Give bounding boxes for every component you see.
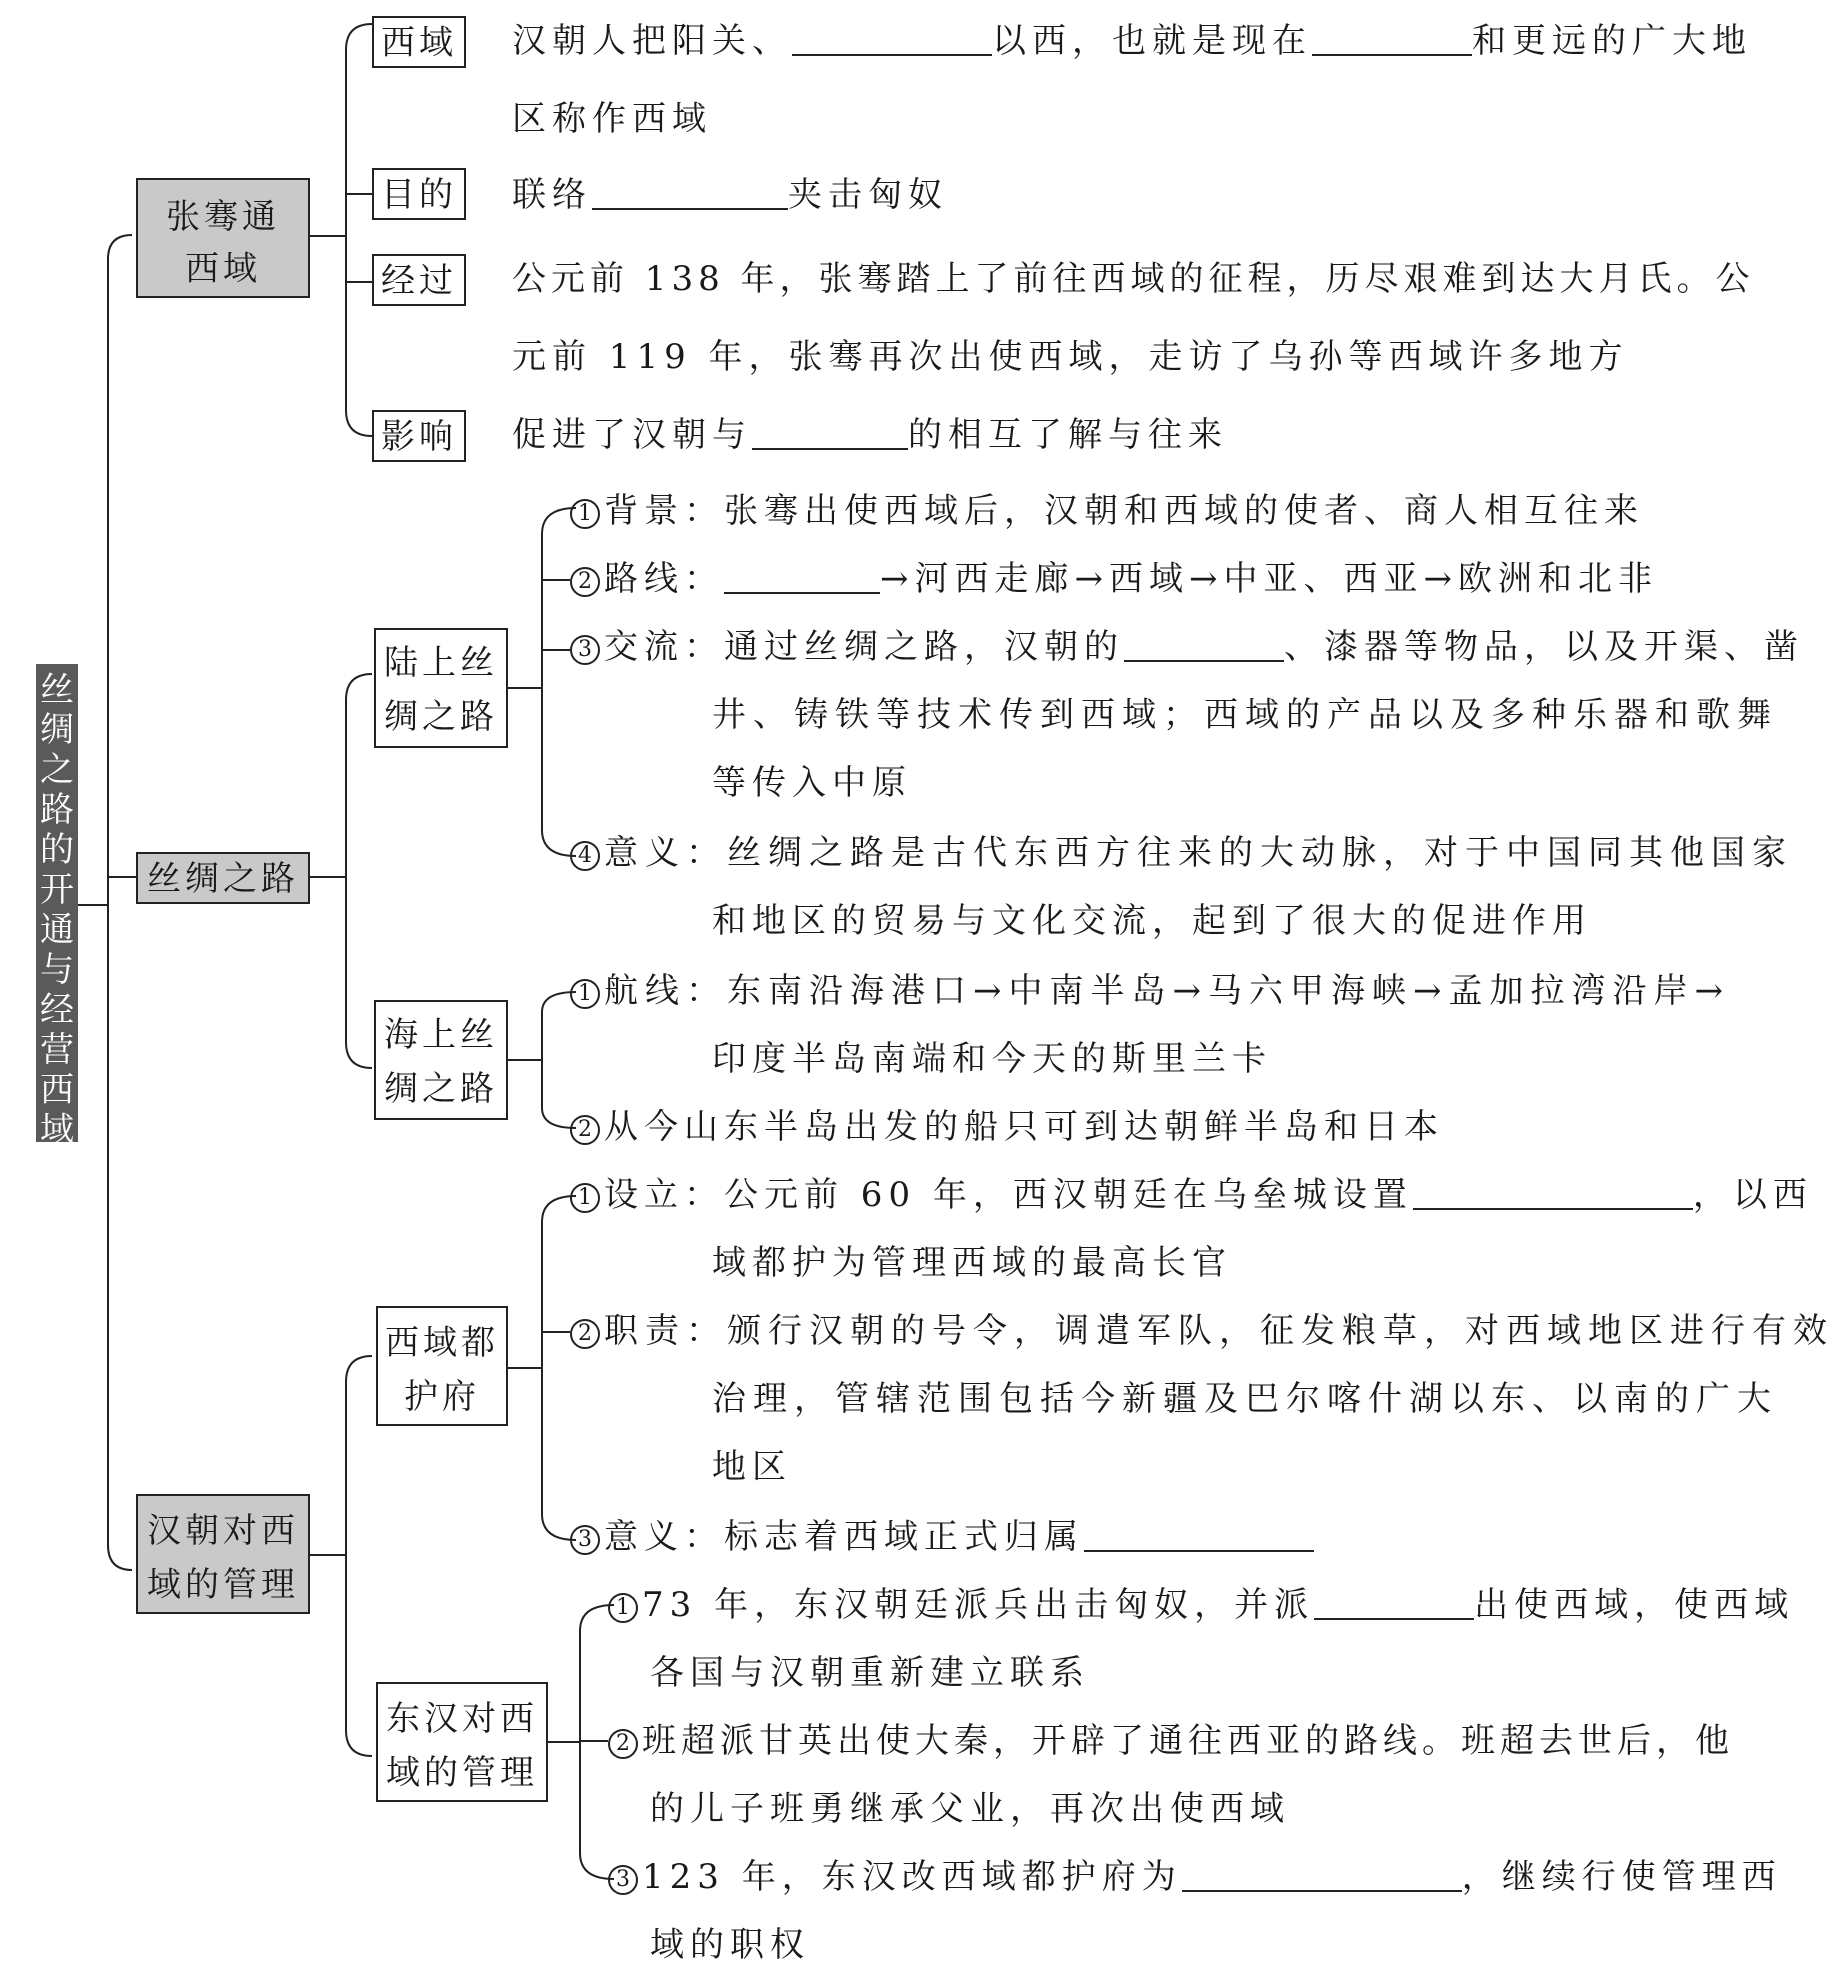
main-title-char: 绸 <box>40 710 74 750</box>
node-han-management <box>136 1494 310 1614</box>
main-title-char: 经 <box>40 990 74 1030</box>
eastern-han-item-1-text-1: 73 年，东汉朝廷派兵出击匈奴，并派 <box>642 1585 1315 1625</box>
node-protectorate-line2: 护府 <box>404 1377 480 1417</box>
eastern-han-item-2-text: 班超派甘英出使大秦，开辟了通往西亚的路线。班超去世后，他 <box>642 1721 1734 1761</box>
main-title-char: 域 <box>40 1110 74 1150</box>
protectorate-item-1-text-2: ，以西 <box>1692 1175 1813 1215</box>
node-protectorate <box>376 1306 508 1426</box>
land-item-3 <box>570 627 1804 667</box>
node-eastern-han <box>376 1682 548 1802</box>
key-jingguo-label: 经过 <box>381 261 457 301</box>
protectorate-item-1-text-1: 设立：公元前 60 年，西汉朝廷在乌垒城设置 <box>604 1175 1413 1215</box>
xiyu-line1 <box>512 21 1752 61</box>
blank-line <box>1314 1588 1474 1620</box>
main-title-char: 路 <box>40 790 74 830</box>
key-yingxiang-label: 影响 <box>381 417 457 457</box>
protectorate-item-2 <box>570 1311 1834 1351</box>
node-sea-line2: 绸之路 <box>384 1069 498 1109</box>
node-eastern-han-line1: 东汉对西 <box>386 1699 538 1739</box>
land-item-1-text: 背景：张骞出使西域后，汉朝和西域的使者、商人相互往来 <box>604 491 1644 531</box>
circle-number: 1 <box>570 499 600 529</box>
key-xiyu <box>372 16 466 68</box>
eastern-han-item-2 <box>608 1721 1734 1761</box>
node-han-management-line2: 域的管理 <box>147 1565 299 1605</box>
node-zhangqian-line2: 西域 <box>185 249 261 289</box>
main-title-char: 丝 <box>40 670 74 710</box>
circle-number: 4 <box>570 841 600 871</box>
eastern-han-item-3-text-1: 123 年，东汉改西域都护府为 <box>642 1857 1182 1897</box>
sea-item-2 <box>570 1107 1444 1147</box>
node-silk-road <box>136 852 310 904</box>
protectorate-item-3-text: 意义：标志着西域正式归属 <box>604 1517 1084 1557</box>
circle-number: 2 <box>608 1729 638 1759</box>
land-item-1 <box>570 491 1644 531</box>
circle-number: 2 <box>570 1115 600 1145</box>
eastern-han-item-3-line2: 域的职权 <box>650 1925 810 1965</box>
main-title-char: 开 <box>40 870 74 910</box>
protectorate-item-1 <box>570 1175 1813 1215</box>
protectorate-item-2-text: 职责：颁行汉朝的号令，调遣军队，征发粮草，对西域地区进行有效 <box>604 1311 1834 1351</box>
circle-number: 1 <box>570 979 600 1009</box>
eastern-han-item-3-text-2: ，继续行使管理西 <box>1461 1857 1782 1897</box>
node-sea-silk-road <box>374 1000 508 1120</box>
xiyu-text-1: 汉朝人把阳关、 <box>512 21 792 61</box>
main-title-text <box>36 664 78 1150</box>
yingxiang-text-1: 促进了汉朝与 <box>512 415 752 455</box>
main-title-char: 与 <box>40 950 74 990</box>
protectorate-item-3 <box>570 1517 1314 1557</box>
key-xiyu-label: 西域 <box>381 23 457 63</box>
key-jingguo <box>372 254 466 306</box>
land-item-4-text: 意义：丝绸之路是古代东西方往来的大动脉，对于中国同其他国家 <box>604 833 1793 873</box>
node-eastern-han-line2: 域的管理 <box>386 1753 538 1793</box>
eastern-han-item-2-line2: 的儿子班勇继承父业，再次出使西域 <box>650 1789 1290 1829</box>
land-item-3-line3: 等传入中原 <box>712 763 912 803</box>
mudi-line <box>512 175 948 215</box>
main-title-char: 的 <box>40 830 74 870</box>
key-yingxiang <box>372 410 466 462</box>
land-item-2 <box>570 559 1658 599</box>
node-land-silk-road <box>374 628 508 748</box>
node-silk-road-label: 丝绸之路 <box>147 859 299 899</box>
blank-line <box>792 24 992 56</box>
protectorate-item-1-line2: 域都护为管理西域的最高长官 <box>712 1243 1232 1283</box>
sea-item-1 <box>570 971 1730 1011</box>
blank-line <box>724 562 880 594</box>
main-title-char: 通 <box>40 910 74 950</box>
land-item-3-text-1: 交流：通过丝绸之路，汉朝的 <box>604 627 1124 667</box>
land-item-4 <box>570 833 1793 873</box>
circle-number: 3 <box>570 1525 600 1555</box>
land-item-4-line2: 和地区的贸易与文化交流，起到了很大的促进作用 <box>712 901 1592 941</box>
sea-item-1-text: 航线：东南沿海港口→中南半岛→马六甲海峡→孟加拉湾沿岸→ <box>604 971 1730 1011</box>
mudi-text-1: 联络 <box>512 175 592 215</box>
xiyu-text-3: 和更远的广大地 <box>1472 21 1752 61</box>
jingguo-line2: 元前 119 年，张骞再次出使西域，走访了乌孙等西域许多地方 <box>512 337 1629 377</box>
protectorate-item-2-line3: 地区 <box>712 1447 792 1487</box>
yingxiang-line <box>512 415 1228 455</box>
key-mudi-label: 目的 <box>381 175 457 215</box>
yingxiang-text-2: 的相互了解与往来 <box>908 415 1228 455</box>
xiyu-text-2: 以西，也就是现在 <box>992 21 1312 61</box>
node-land-line2: 绸之路 <box>384 697 498 737</box>
main-title-char: 之 <box>40 750 74 790</box>
node-sea-line1: 海上丝 <box>384 1015 498 1055</box>
circle-number: 3 <box>570 635 600 665</box>
xiyu-line2: 区称作西域 <box>512 99 712 139</box>
blank-line <box>1312 24 1472 56</box>
node-han-management-line1: 汉朝对西 <box>147 1511 299 1551</box>
main-title <box>36 664 78 1150</box>
main-title-char: 西 <box>40 1070 74 1110</box>
circle-number: 1 <box>608 1593 638 1623</box>
blank-line <box>1182 1860 1462 1892</box>
eastern-han-item-3 <box>608 1857 1782 1897</box>
circle-number: 2 <box>570 567 600 597</box>
node-zhangqian-line1: 张骞通 <box>166 197 280 237</box>
node-land-line1: 陆上丝 <box>384 643 498 683</box>
eastern-han-item-1-line2: 各国与汉朝重新建立联系 <box>650 1653 1090 1693</box>
protectorate-item-2-line2: 治理，管辖范围包括今新疆及巴尔喀什湖以东、以南的广大 <box>712 1379 1778 1419</box>
key-mudi <box>372 168 466 220</box>
blank-line <box>1124 630 1284 662</box>
blank-line <box>1413 1178 1693 1210</box>
circle-number: 3 <box>608 1865 638 1895</box>
land-item-2-text-2: →河西走廊→西域→中亚、西亚→欧洲和北非 <box>880 559 1658 599</box>
main-title-char: 营 <box>40 1030 74 1070</box>
blank-line <box>1084 1520 1314 1552</box>
blank-line <box>752 418 908 450</box>
circle-number: 2 <box>570 1319 600 1349</box>
eastern-han-item-1-text-2: 出使西域，使西域 <box>1474 1585 1795 1625</box>
circle-number: 1 <box>570 1183 600 1213</box>
land-item-2-text-1: 路线： <box>604 559 724 599</box>
eastern-han-item-1 <box>608 1585 1795 1625</box>
node-zhangqian <box>136 178 310 298</box>
land-item-3-line2: 井、铸铁等技术传到西域；西域的产品以及多种乐器和歌舞 <box>712 695 1778 735</box>
mudi-text-2: 夹击匈奴 <box>788 175 948 215</box>
jingguo-line1: 公元前 138 年，张骞踏上了前往西域的征程，历尽艰难到达大月氏。公 <box>512 259 1755 299</box>
node-protectorate-line1: 西域都 <box>385 1323 499 1363</box>
sea-item-1-line2: 印度半岛南端和今天的斯里兰卡 <box>712 1039 1272 1079</box>
sea-item-2-text: 从今山东半岛出发的船只可到达朝鲜半岛和日本 <box>604 1107 1444 1147</box>
blank-line <box>592 178 788 210</box>
land-item-3-text-2: 、漆器等物品，以及开渠、凿 <box>1284 627 1804 667</box>
